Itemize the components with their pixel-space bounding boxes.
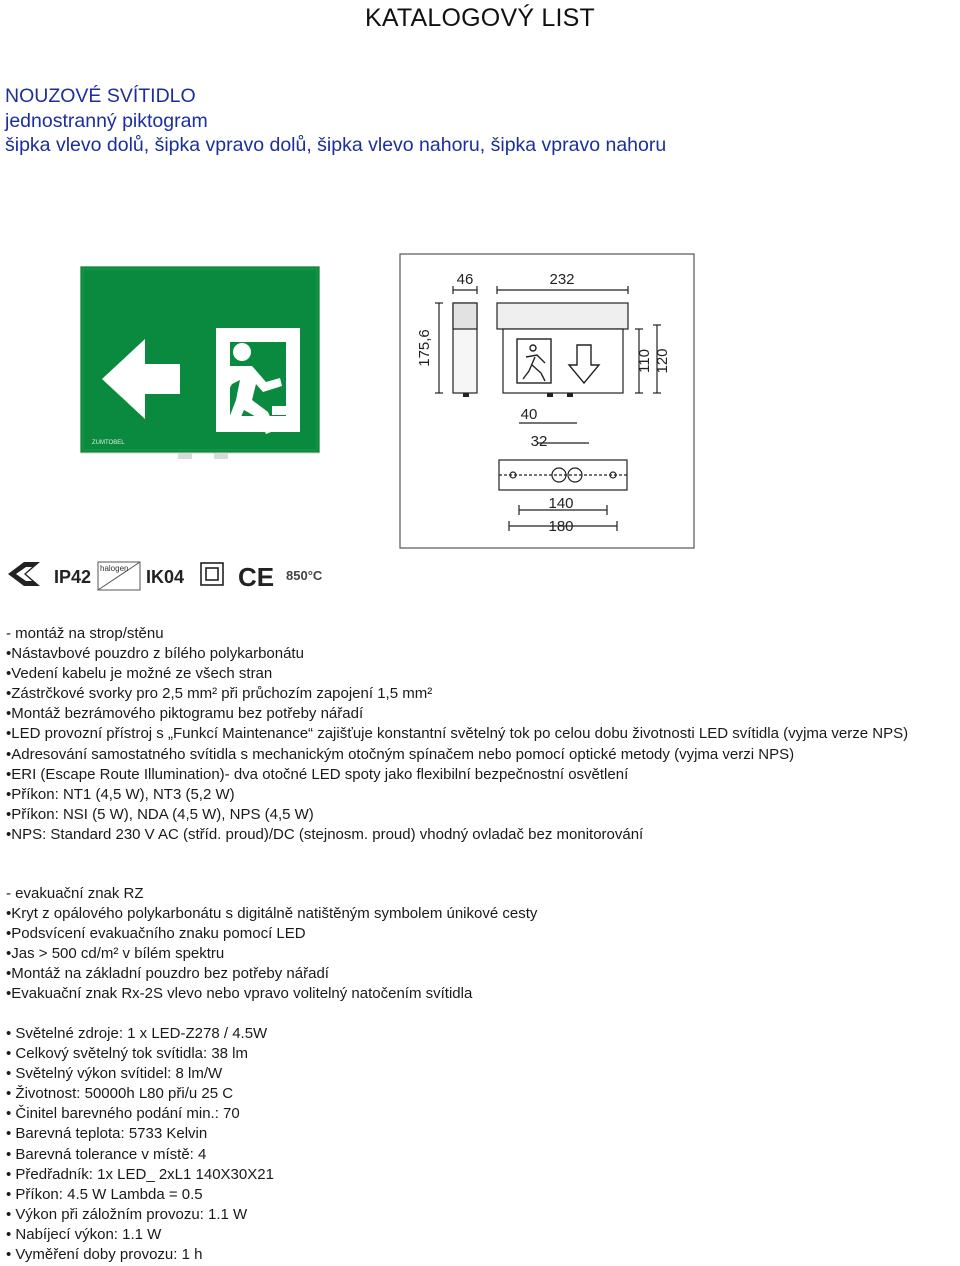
dim-175-6: 175,6 [416, 329, 433, 367]
list-item: •Evakuační znak Rx-2S vlevo nebo vpravo volitelný natočením svítidla [6, 985, 473, 1003]
list-item: •Příkon: NSI (5 W), NDA (4,5 W), NPS (4,5 W) [6, 805, 314, 823]
dim-40: 40 [520, 406, 538, 423]
list-item: •Kryt z opálového polykarbonátu s digitálně natištěným symbolem únikové cesty [6, 905, 538, 923]
spec-item: • Barevná tolerance v místě: 4 [6, 1145, 207, 1163]
spec-item: • Činitel barevného podání min.: 70 [6, 1105, 240, 1123]
brand-logo: ZUMTOBEL [92, 440, 125, 446]
dim-232: 232 [549, 271, 575, 288]
ce-mark: CE [238, 562, 275, 592]
list-item: •NPS: Standard 230 V AC (stříd. proud)/DC (stejnosm. proud) vhodný ovladač bez monitorování [6, 825, 644, 843]
glow-wire-temp: 850°C [286, 568, 323, 583]
spec-item: • Světelné zdroje: 1 x LED-Z278 / 4.5W [6, 1025, 268, 1042]
dim-32: 32 [530, 433, 548, 450]
product-name: NOUZOVÉ SVÍTIDLO [5, 85, 196, 107]
spec-item: • Výkon při záložním provozu: 1.1 W [6, 1205, 248, 1223]
spec-item: • Příkon: 4.5 W Lambda = 0.5 [6, 1185, 203, 1203]
list-item: •Vedení kabelu je možné ze všech stran [6, 665, 273, 683]
dim-46: 46 [456, 271, 474, 288]
section-heading: - montáž na strop/stěnu [6, 625, 164, 642]
escape-sign-section [6, 884, 537, 1005]
section-heading: - evakuační znak RZ [6, 885, 144, 902]
halogen-label: halogen [100, 564, 129, 573]
certification-marks [6, 554, 336, 598]
page-title: KATALOGOVÝ LIST [365, 4, 595, 32]
dim-120: 120 [654, 348, 671, 374]
dim-180: 180 [548, 518, 574, 535]
list-item: •Montáž bezrámového piktogramu bez potřeby nářadí [6, 705, 364, 723]
list-item: •ERI (Escape Route Illumination)- dva otočné LED spoty jako flexibilní bezpečnostní osvětlení [6, 765, 629, 783]
spec-item: • Nabíjecí výkon: 1.1 W [6, 1225, 162, 1243]
spec-item: • Předřadník: 1x LED_ 2xL1 140X30X21 [6, 1165, 274, 1183]
product-variants: šipka vlevo dolů, šipka vpravo dolů, šipka vlevo nahoru, šipka vpravo nahoru [5, 134, 667, 156]
specs-list [6, 1024, 274, 1265]
class-ii-icon [201, 563, 223, 585]
product-subtitle: jednostranný piktogram [5, 109, 208, 132]
spec-item: • Barevná teplota: 5733 Kelvin [6, 1125, 208, 1143]
product-heading [5, 84, 666, 158]
list-item: •Příkon: NT1 (4,5 W), NT3 (5,2 W) [6, 785, 235, 803]
spec-item: • Vyměření doby provozu: 1 h [6, 1246, 203, 1264]
list-item: •Adresování samostatného svítidla s mechanickým otočným spínačem nebo pomocí optické metody (vyjma verzi NPS) [6, 745, 795, 763]
list-item: •Podsvícení evakuačního znaku pomocí LED [6, 925, 306, 943]
dim-140: 140 [548, 495, 574, 512]
spec-item: • Světelný výkon svítidel: 8 lm/W [6, 1065, 223, 1083]
product-photo [80, 266, 320, 461]
dimension-drawing [399, 253, 695, 549]
list-item: •Nástavbové pouzdro z bílého polykarbonátu [6, 645, 304, 663]
mounting-section [6, 624, 958, 845]
list-item: •LED provozní přístroj s „Funkcí Maintenance“ zajišťuje konstantní světelný tok po celou dobu životnosti LED svítidla (vyjma verze NPS) [6, 725, 909, 743]
list-item: •Montáž na základní pouzdro bez potřeby nářadí [6, 965, 329, 983]
ik-rating: IK04 [146, 567, 185, 587]
flammability-mark-icon [8, 562, 40, 586]
spec-item: • Celkový světelný tok svítidla: 38 lm [6, 1045, 249, 1063]
ip-rating: IP42 [54, 567, 92, 587]
spec-item: • Životnost: 50000h L80 při/u 25 C [6, 1085, 234, 1103]
dim-110: 110 [636, 349, 653, 373]
halogen-free-icon [98, 562, 140, 590]
list-item: •Jas > 500 cd/m² v bílém spektru [6, 945, 225, 963]
list-item: •Zástrčkové svorky pro 2,5 mm² při průchozím zapojení 1,5 mm² [6, 685, 433, 703]
